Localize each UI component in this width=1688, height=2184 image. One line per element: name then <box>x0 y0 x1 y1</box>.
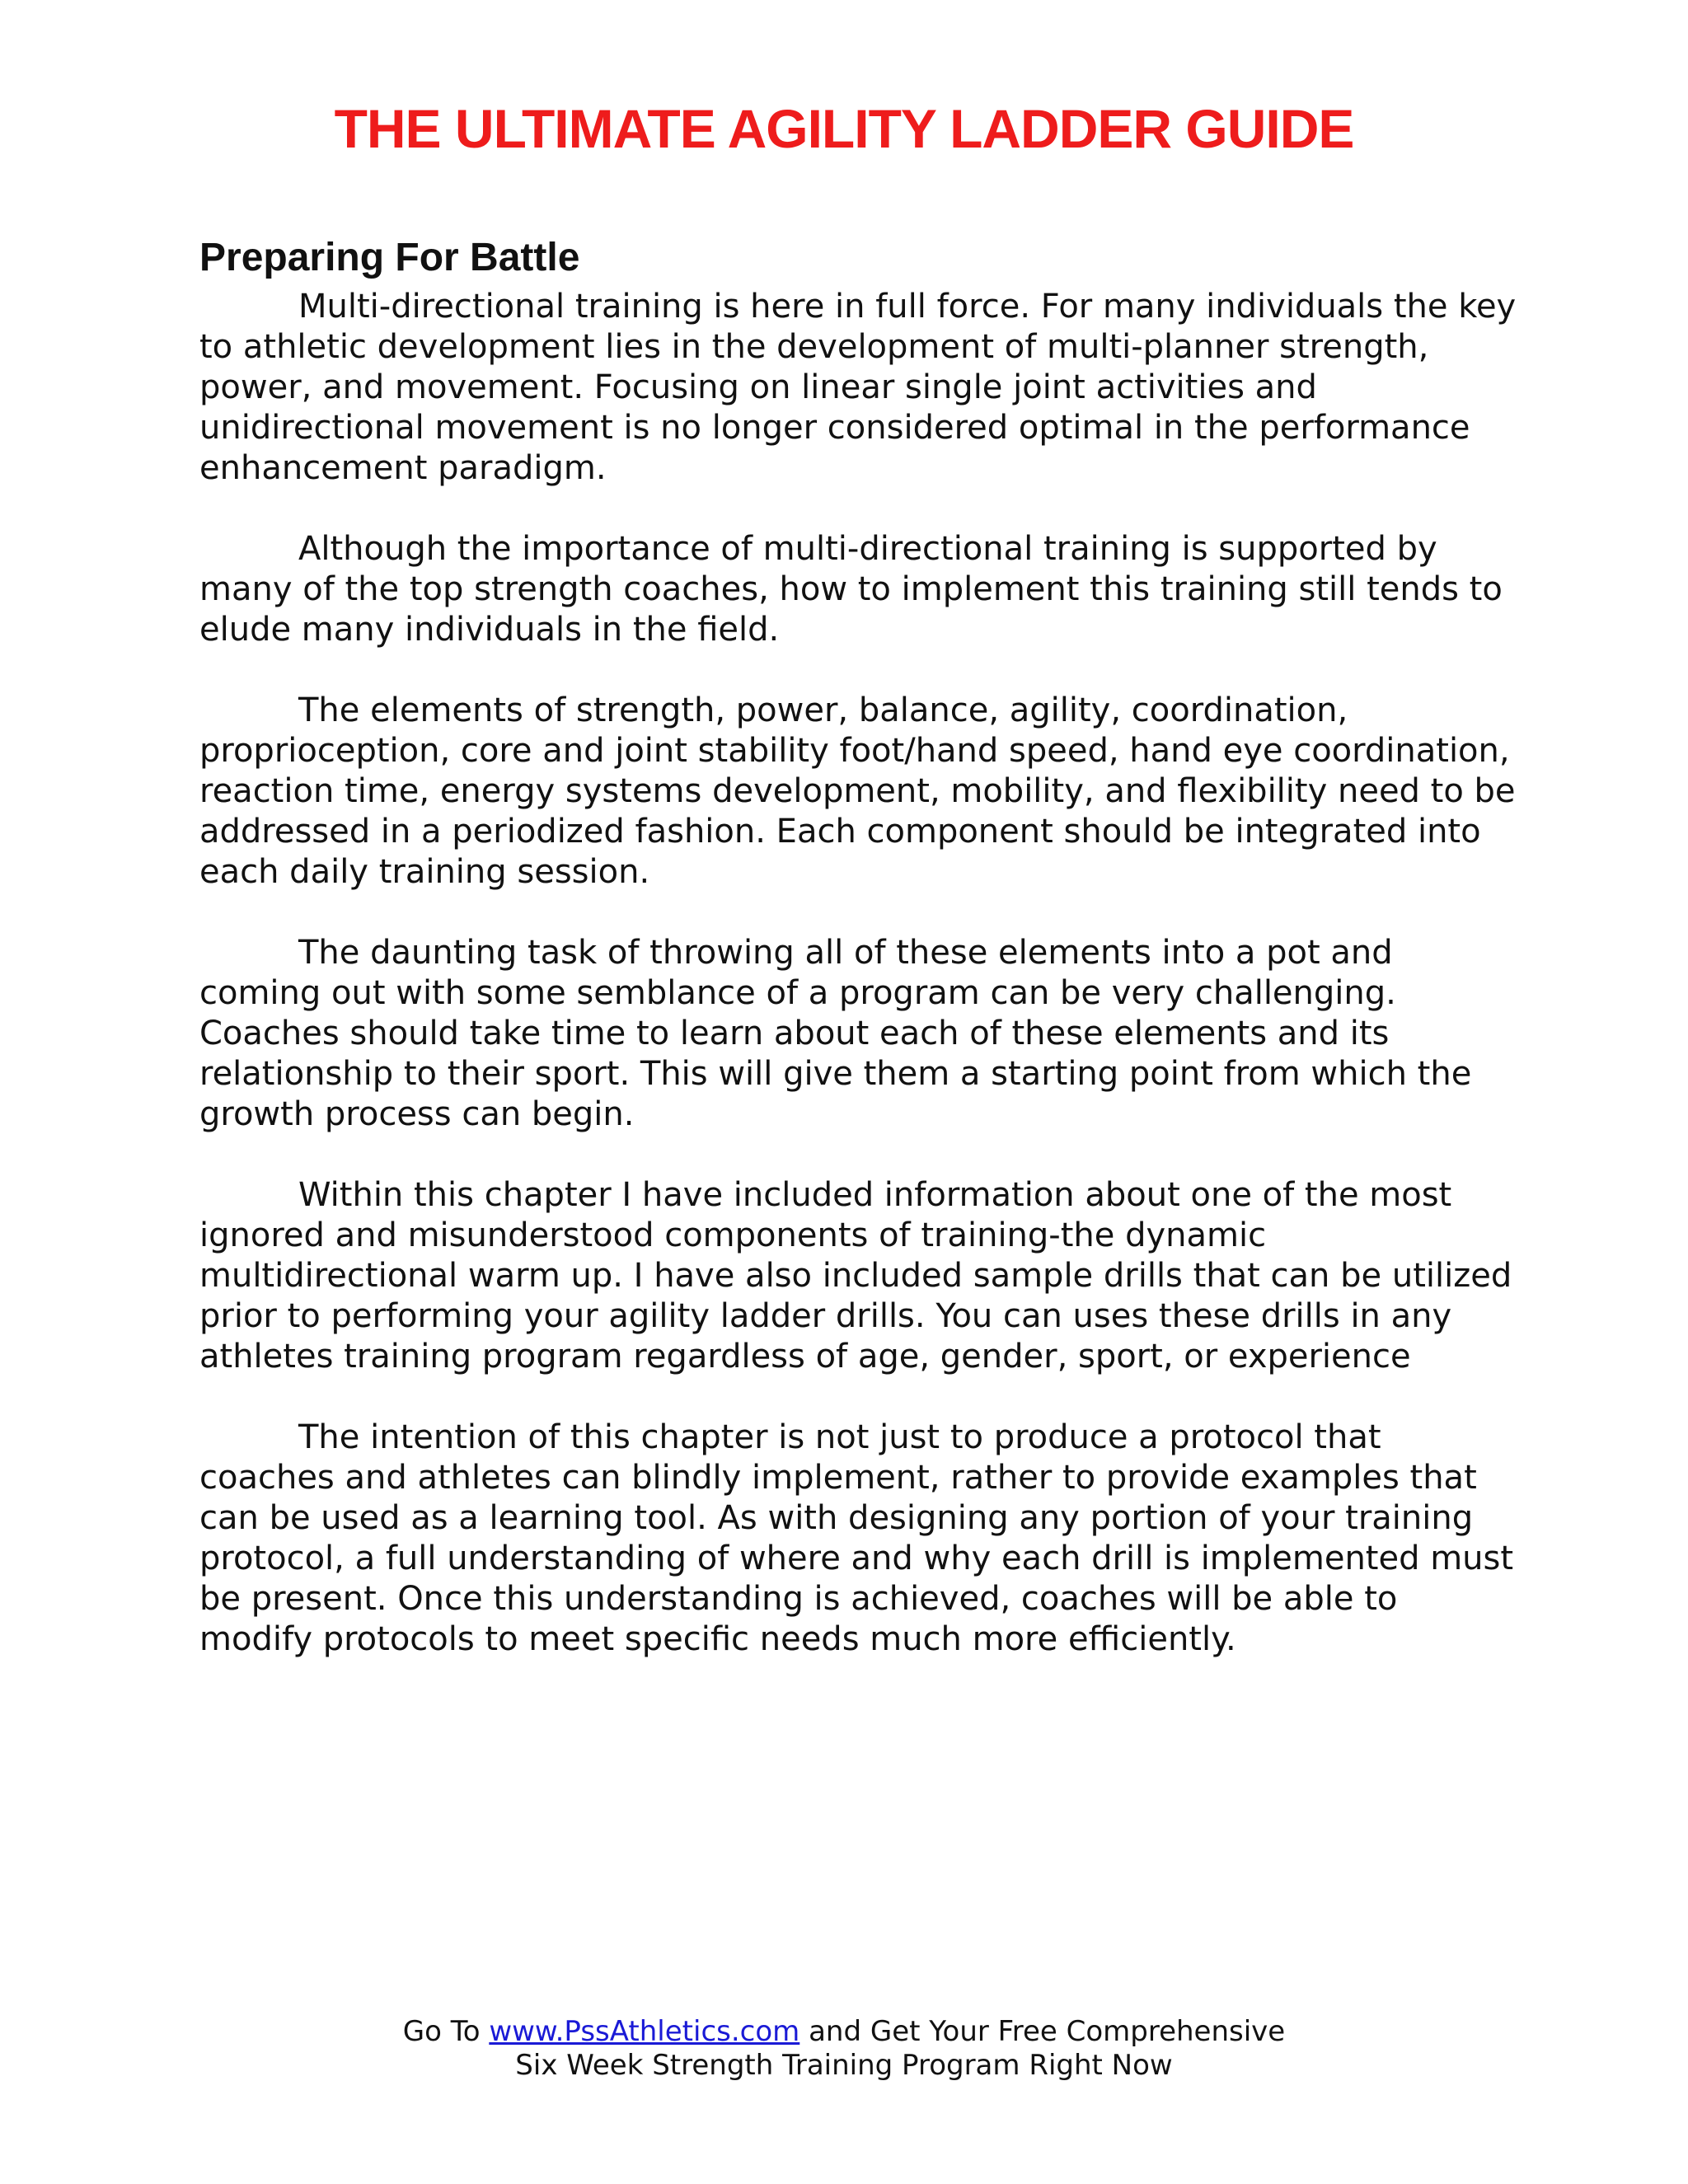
footer <box>0 2015 1688 2083</box>
section-heading: Preparing For Battle <box>199 236 580 279</box>
document-body <box>199 229 1518 1700</box>
footer-line-1 <box>0 2015 1688 2049</box>
paragraph: Within this chapter I have included information about one of the most ignored and misunderstood components of training-the dynamic multidirectional warm up. I have also included sample drills that can be utilized prior to performing your agility ladder drills. You can uses these drills in any athletes training program regardless of age, gender, sport, or experience <box>199 1176 1512 1376</box>
footer-line-2: Six Week Strength Training Program Right Now <box>515 2049 1173 2082</box>
footer-suffix: and Get Your Free Comprehensive <box>799 2015 1286 2048</box>
paragraph: Although the importance of multi-directional training is supported by many of the top strength coaches, how to implement this training still tends to elude many individuals in the field. <box>199 530 1503 649</box>
document-title: THE ULTIMATE AGILITY LADDER GUIDE <box>334 98 1354 159</box>
paragraph: The intention of this chapter is not just to produce a protocol that coaches and athletes can blindly implement, rather to provide examples that can be used as a learning tool. As with designing any portion of your training protocol, a full understanding of where and why each drill is implemented must be present. Once this understanding is achieved, coaches will be able to modify protocols to meet specific needs much more efficiently. <box>199 1418 1514 1658</box>
paragraph: The daunting task of throwing all of these elements into a pot and coming out with some semblance of a program can be very challenging. Coaches should take time to learn about each of these elements and its relationship to their sport. This will give them a starting point from which the growth process can begin. <box>199 934 1472 1133</box>
paragraph: Multi-directional training is here in full force. For many individuals the key to athletic development lies in the development of multi-planner strength, power, and movement. Focusing on linear single joint activities and unidirectional movement is no longer considered optimal in the performance enhancement paradigm. <box>199 288 1517 487</box>
footer-link[interactable]: www.PssAthletics.com <box>489 2015 800 2048</box>
footer-prefix: Go To <box>402 2015 490 2048</box>
paragraph: The elements of strength, power, balance, agility, coordination, proprioception, core and joint stability foot/hand speed, hand eye coordination, reaction time, energy systems development, mobility, and flexibility need to be addressed in a periodized fashion. Each component should be integrated into each daily training session. <box>199 691 1516 891</box>
